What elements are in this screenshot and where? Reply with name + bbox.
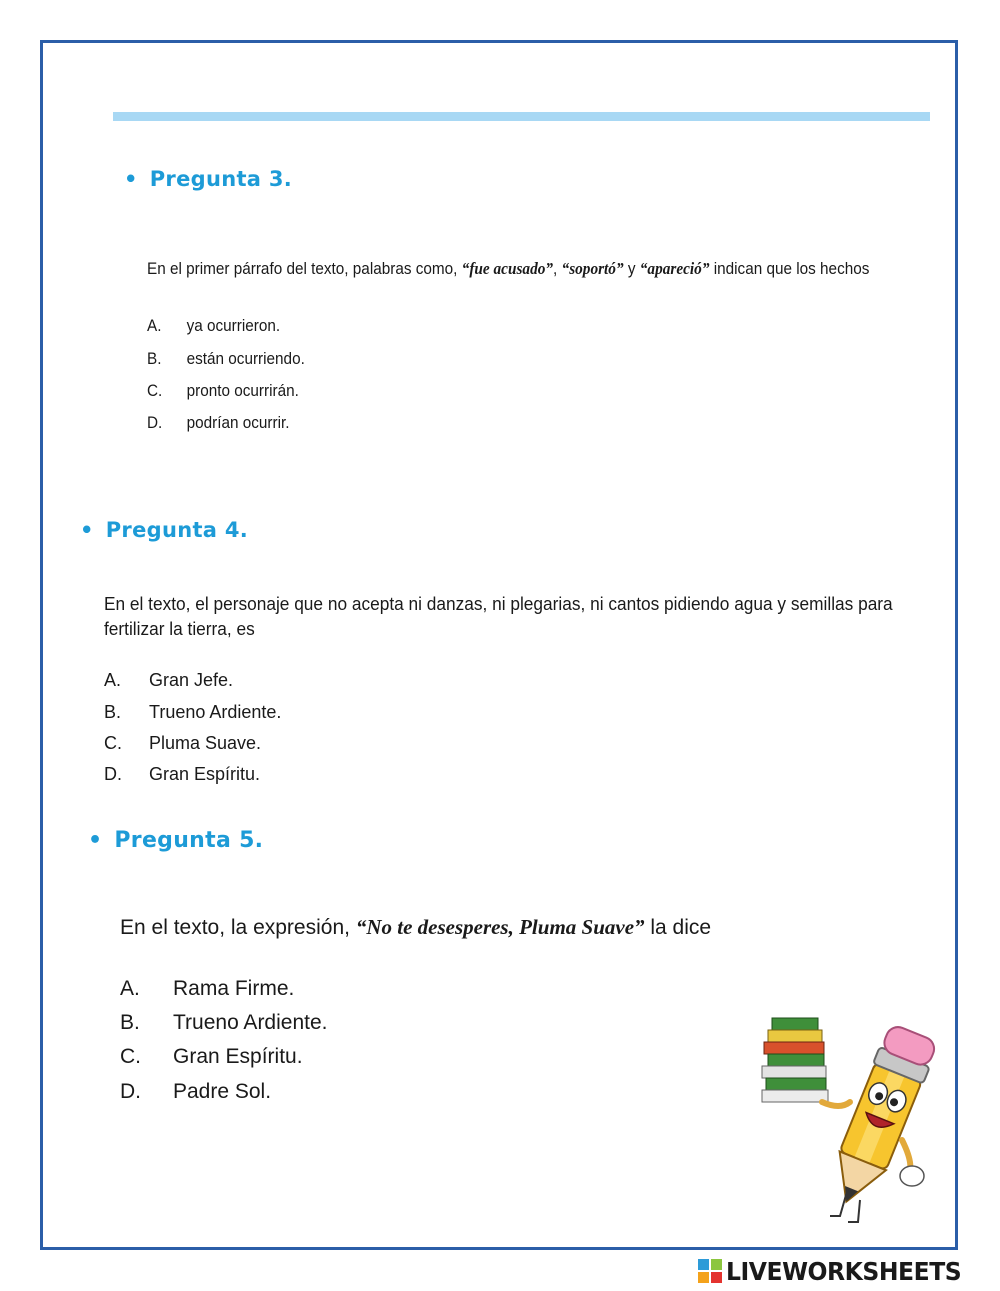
bullet-icon: •: [80, 518, 94, 542]
pencil-books-illustration: [752, 1010, 942, 1230]
question-5-heading: • Pregunta 5.: [88, 828, 264, 853]
bullet-icon: •: [88, 828, 103, 853]
books-stack-icon: [762, 1018, 828, 1102]
question-3-option-b[interactable]: B. están ocurriendo.: [147, 349, 305, 368]
question-4-option-a[interactable]: A. Gran Jefe.: [104, 670, 234, 690]
question-3-option-c[interactable]: C. pronto ocurrirán.: [147, 381, 299, 400]
bullet-icon: •: [124, 167, 138, 191]
question-5-option-d[interactable]: D. Padre Sol.: [120, 1080, 272, 1103]
question-3-option-d[interactable]: D. podrían ocurrir.: [147, 413, 290, 432]
question-4-option-d[interactable]: D. Gran Espíritu.: [104, 764, 261, 784]
question-4-heading: • Pregunta 4.: [80, 518, 249, 542]
question-5-option-a[interactable]: A. Rama Firme.: [120, 977, 295, 1000]
question-3-option-a[interactable]: A. ya ocurrieron.: [147, 316, 281, 335]
question-3-heading: • Pregunta 3.: [124, 167, 293, 191]
question-5-stem: En el texto, la expresión, “No te desesperes, Pluma Suave” la dice: [120, 915, 712, 939]
question-5-option-c[interactable]: C. Gran Espíritu.: [120, 1045, 303, 1068]
question-4-option-b[interactable]: B. Trueno Ardiente.: [104, 702, 282, 722]
question-4-option-c[interactable]: C. Pluma Suave.: [104, 733, 262, 753]
question-5-option-b[interactable]: B. Trueno Ardiente.: [120, 1011, 328, 1034]
liveworksheets-logo-icon: [698, 1259, 722, 1283]
header-bar: [113, 112, 930, 121]
question-4-stem: En el texto, el personaje que no acepta ni danzas, ni plegarias, ni cantos pidiendo agua y semillas para fertilizar la tierra, es: [104, 594, 893, 639]
question-3-stem: En el primer párrafo del texto, palabras como, “fue acusado”, “soportó” y “apareció” indican que los hechos: [147, 259, 870, 278]
liveworksheets-logo: LIVEWORKSHEETS: [698, 1257, 976, 1285]
